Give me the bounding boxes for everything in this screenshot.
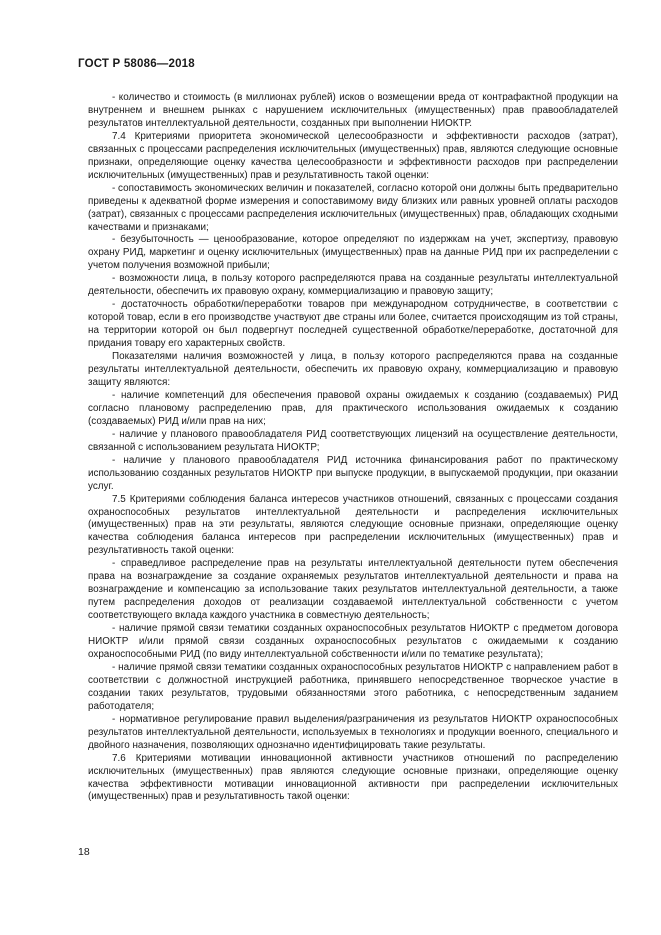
document-header: ГОСТ Р 58086—2018 <box>78 58 195 70</box>
paragraph: - количество и стоимость (в миллионах рублей) исков о возмещении вреда от контрафактной продукции на внутреннем и внешнем рынках с нарушением исключительных (имущественных) прав правообладателей результатов интеллектуальной деятельности, созданных при выполнении НИОКТР. <box>88 92 618 129</box>
paragraph: - наличие у планового правообладателя РИД источника финансирования работ по практическому использованию созданных результатов НИОКТР при выпуске продукции, в выпускаемой продукции, при оказании услуг. <box>88 454 618 492</box>
paragraph: Показателями наличия возможностей у лица, в пользу которого распределяются права на созданные результаты интеллектуальной деятельности, обеспечить их правовую охрану, коммерциализацию и правовую защиту являются: <box>88 351 618 388</box>
paragraph: - наличие компетенций для обеспечения правовой охраны ожидаемых к созданию (создаваемых) РИД согласно плановому распределению прав, для практического использования ожидаемых к созданию (создаваемых) РИД и/или прав на них; <box>88 389 618 427</box>
paragraph: - наличие у планового правообладателя РИД соответствующих лицензий на осуществление деятельности, связанной с использованием результата НИОКТР; <box>88 428 618 453</box>
paragraph: - возможности лица, в пользу которого распределяются права на созданные результаты интеллектуальной деятельности, обеспечить их правовую охрану, коммерциализацию и правовую защиту; <box>88 273 618 298</box>
paragraph: 7.4 Критериями приоритета экономической целесообразности и эффективности расходов (затрат), связанных с процессами распределения исключительных (имущественных) прав, являются следующие основные признаки, определяющие оценку качества целесообразности и эффективности расходов при распределении исключительных (имущественных) прав и результативность такой оценки: <box>88 130 618 181</box>
paragraph: 7.6 Критериями мотивации инновационной активности участников отношений по распределению исключительных (имущественных) прав являются следующие основные признаки, определяющие оценку качества эффективности мотивации инновационной активности при распределении исключительных (имущественных) прав и результативность такой оценки: <box>88 752 618 803</box>
paragraph: - справедливое распределение прав на результаты интеллектуальной деятельности путем обеспечения права на вознаграждение за создание охраняемых результатов интеллектуальной деятельности и права на вознаграждение и компенсацию за использование таких результатов интеллектуальной деятельности, а также путем распределения доходов от реализации создаваемой интеллектуальной собственности с учетом соответствующего вклада каждого участника в совместную деятельность; <box>88 558 618 622</box>
paragraph: - достаточность обработки/переработки товаров при международном сотрудничестве, в соответствии с которой товар, если в его производстве участвуют две страны или более, считается происходящим из той страны, на территории которой он был подвергнут последней существенной обработке/переработке, достаточной для придания товару его характерных свойств. <box>88 299 618 350</box>
page-number: 18 <box>78 846 90 858</box>
paragraph: - наличие прямой связи тематики созданных охраноспособных результатов НИОКТР с предметом договора НИОКТР и/или прямой связи созданных охраноспособных результатов с ожидаемыми к созданию охраноспособными РИД (по виду интеллектуальной собственности и/или по тематике результата); <box>88 623 618 660</box>
paragraph: - наличие прямой связи тематики созданных охраноспособных результатов НИОКТР с направлением работ в соответствии с должностной инструкцией работника, принявшего непосредственное творческое участие в создании таких результатов, трудовыми обязанностями этого работника, с непосредственным заданием работодателя; <box>88 661 618 712</box>
document-body <box>88 92 618 804</box>
paragraph: 7.5 Критериями соблюдения баланса интересов участников отношений, связанных с процессами создания охраноспособных результатов интеллектуальной деятельности и распределения исключительных (имущественных) прав на эти результаты, являются следующие основные признаки, определяющие оценку качества соблюдения баланса интересов при распределении исключительных (имущественных) прав и результативность такой оценки: <box>88 493 618 557</box>
paragraph: - нормативное регулирование правил выделения/разграничения из результатов НИОКТР охраноспособных результатов интеллектуальной деятельности, используемых в технологиях и продукции военного, специального и двойного назначения, позволяющих однозначно идентифицировать такие результаты. <box>88 713 618 751</box>
paragraph: - безубыточность — ценообразование, которое определяют по издержкам на учет, экспертизу, правовую охрану РИД, маркетинг и оценку исключительных (имущественных) прав на данные РИД при их распределении с учетом получения возможной прибыли; <box>88 234 618 272</box>
paragraph: - сопоставимость экономических величин и показателей, согласно которой они должны быть предварительно приведены к адекватной форме измерения и сопоставимому виду близких или равных уровней оплаты расходов (затрат), связанных с процессами распределения исключительных (имущественных) прав, обладающих сходными качествами и признаками; <box>88 182 618 233</box>
